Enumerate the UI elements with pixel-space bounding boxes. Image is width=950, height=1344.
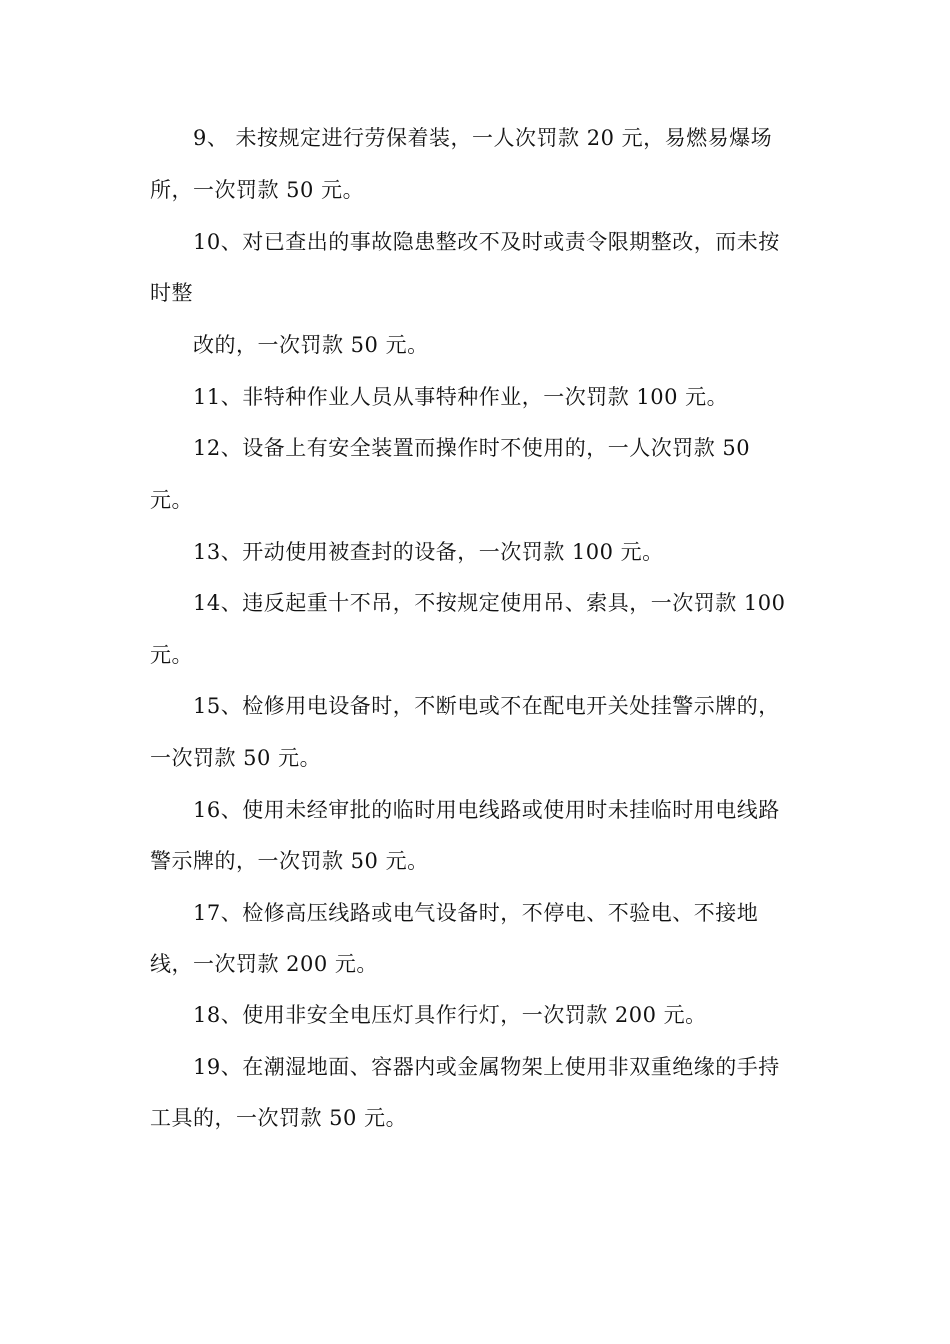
item-13-line-1: 13、开动使用被查封的设备，一次罚款 100 元。 <box>193 540 664 564</box>
item-10-line-1: 10、对已查出的事故隐患整改不及时或责令限期整改，而未按 <box>193 230 780 254</box>
item-19-line-2: 工具的，一次罚款 50 元。 <box>150 1106 408 1130</box>
item-18-line-1: 18、使用非安全电压灯具作行灯，一次罚款 200 元。 <box>193 1003 707 1027</box>
item-16-line-1: 16、使用未经审批的临时用电线路或使用时未挂临时用电线路 <box>193 798 780 822</box>
item-11-line-1: 11、非特种作业人员从事特种作业，一次罚款 100 元。 <box>193 385 729 409</box>
item-10-line-2: 时整 <box>150 281 193 305</box>
item-12-line-1: 12、设备上有安全装置而操作时不使用的，一人次罚款 50 <box>193 436 751 460</box>
item-9-line-1: 9、 未按规定进行劳保着装，一人次罚款 20 元，易燃易爆场 <box>193 126 773 150</box>
item-17-line-2: 线，一次罚款 200 元。 <box>150 952 378 976</box>
item-9-line-2: 所，一次罚款 50 元。 <box>150 178 365 202</box>
item-15-line-2: 一次罚款 50 元。 <box>150 746 322 770</box>
item-12-line-2: 元。 <box>150 488 193 512</box>
item-17-line-1: 17、检修高压线路或电气设备时，不停电、不验电、不接地 <box>193 901 759 925</box>
item-14-line-1: 14、违反起重十不吊，不按规定使用吊、索具，一次罚款 100 <box>193 591 786 615</box>
item-19-line-1: 19、在潮湿地面、容器内或金属物架上使用非双重绝缘的手持 <box>193 1055 780 1079</box>
item-16-line-2: 警示牌的，一次罚款 50 元。 <box>150 849 429 873</box>
item-14-line-2: 元。 <box>150 643 193 667</box>
item-10-line-3: 改的，一次罚款 50 元。 <box>193 333 429 357</box>
item-15-line-1: 15、检修用电设备时，不断电或不在配电开关处挂警示牌的， <box>193 694 780 718</box>
